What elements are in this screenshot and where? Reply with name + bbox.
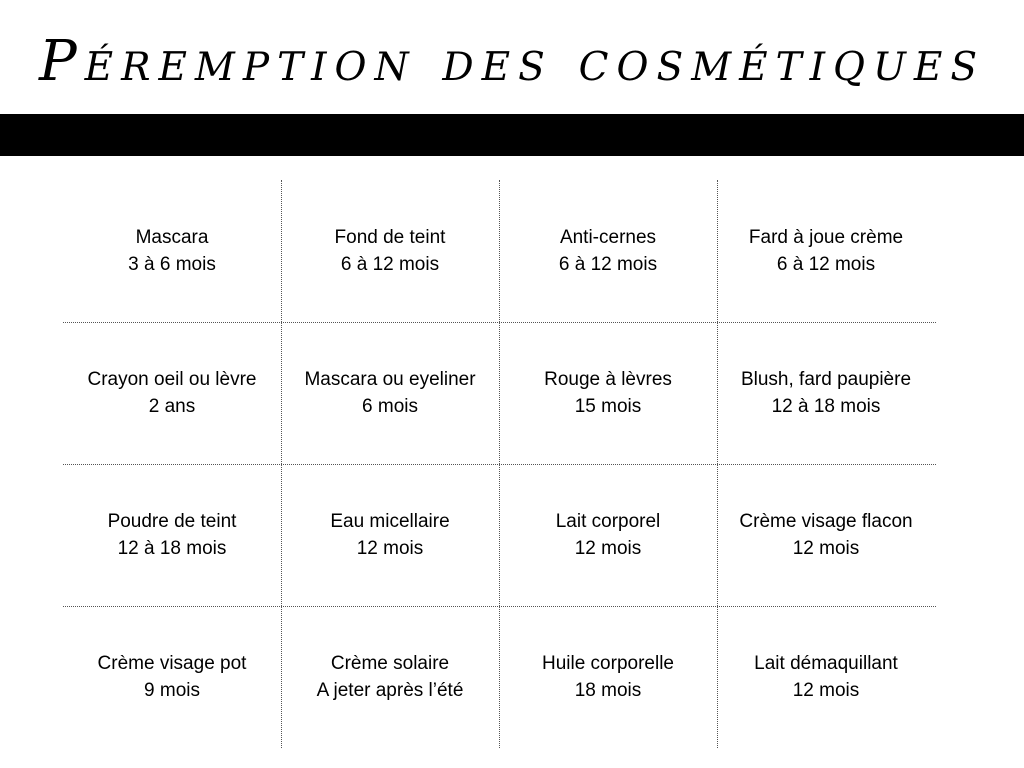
grid-cell <box>63 464 281 606</box>
item-name: Mascara ou eyeliner <box>304 369 476 390</box>
item-duration: 12 à 18 mois <box>117 538 227 559</box>
grid-cell <box>499 606 717 748</box>
page-title: Péremption des cosmétiques <box>38 29 986 94</box>
item-name: Mascara <box>135 227 209 248</box>
item-name: Lait corporel <box>555 511 661 532</box>
item-name: Anti-cernes <box>559 227 657 248</box>
grid-cell <box>281 606 499 748</box>
item-duration: 3 à 6 mois <box>128 254 216 275</box>
item-duration: 6 mois <box>362 396 418 417</box>
grid-cell <box>499 464 717 606</box>
item-duration: 12 mois <box>574 538 642 559</box>
item-duration: 6 à 12 mois <box>776 254 876 275</box>
grid-cell <box>63 322 281 464</box>
grid-cell <box>717 464 935 606</box>
grid-cell <box>499 322 717 464</box>
item-name: Crème solaire <box>330 653 450 674</box>
item-duration: 12 mois <box>792 680 860 701</box>
item-duration: 15 mois <box>574 396 642 417</box>
grid-cell <box>717 322 935 464</box>
item-duration: 12 mois <box>792 538 860 559</box>
item-name: Poudre de teint <box>107 511 237 532</box>
item-name: Crème visage pot <box>97 653 247 674</box>
item-name: Crème visage flacon <box>739 511 913 532</box>
grid-cell <box>281 180 499 322</box>
grid-cell <box>499 180 717 322</box>
grid-cell <box>717 180 935 322</box>
item-duration: 9 mois <box>144 680 200 701</box>
product-grid <box>63 180 936 748</box>
item-name: Rouge à lèvres <box>544 369 672 390</box>
grid-cell <box>281 464 499 606</box>
item-name: Lait démaquillant <box>754 653 898 674</box>
item-name: Fond de teint <box>334 227 446 248</box>
item-duration: 18 mois <box>574 680 642 701</box>
item-duration: 6 à 12 mois <box>340 254 440 275</box>
item-duration: 2 ans <box>148 396 196 417</box>
item-duration: 12 mois <box>356 538 424 559</box>
item-name: Crayon oeil ou lèvre <box>87 369 257 390</box>
item-duration: 12 à 18 mois <box>771 396 881 417</box>
grid-cell <box>717 606 935 748</box>
grid-cell <box>281 322 499 464</box>
item-name: Fard à joue crème <box>748 227 904 248</box>
item-duration: 6 à 12 mois <box>558 254 658 275</box>
item-duration: A jeter après l’été <box>316 680 464 701</box>
grid-cell <box>63 180 281 322</box>
title-bar <box>0 114 1024 156</box>
item-name: Blush, fard paupière <box>740 369 912 390</box>
item-name: Huile corporelle <box>541 653 674 674</box>
grid-cell <box>63 606 281 748</box>
item-name: Eau micellaire <box>330 511 450 532</box>
